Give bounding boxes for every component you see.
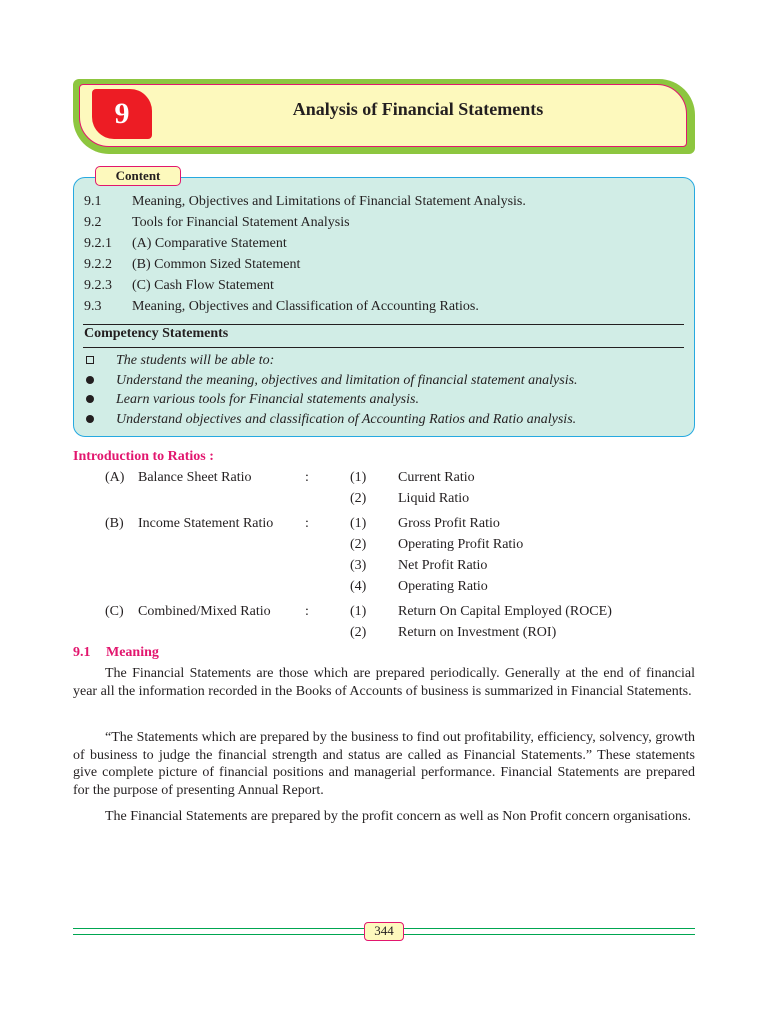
ratio-item-number: (2) — [350, 491, 367, 506]
ratio-item-number: (1) — [350, 604, 367, 619]
competency-text: Understand objectives and classification of Accounting Ratios and Ratio analysis. — [116, 412, 577, 427]
paragraph: “The Statements which are prepared by the business to find out profitability, efficiency, solvency, growth of business to judge the financial strength and status are called as Financial Statements.” These statements give complete picture of financial positions and managerial performance. Financial Statements are prepared for the purpose of presenting Annual Report. — [73, 730, 695, 798]
competency-text: Learn various tools for Financial statements analysis. — [116, 392, 419, 407]
bullet-icon — [86, 376, 94, 384]
ratio-item-number: (2) — [350, 625, 367, 640]
chapter-banner — [73, 79, 695, 154]
ratio-item-number: (1) — [350, 516, 367, 531]
toc-item — [84, 297, 479, 317]
toc-number: 9.2.1 — [84, 236, 112, 251]
content-tag: Content — [95, 166, 181, 186]
toc-number: 9.2.3 — [84, 278, 112, 293]
competency-item — [84, 351, 274, 371]
ratio-item-text: Liquid Ratio — [398, 491, 470, 506]
ratio-item-text: Current Ratio — [398, 470, 475, 485]
content-box — [73, 177, 695, 437]
toc-item — [84, 234, 287, 254]
toc-item — [84, 213, 350, 233]
ratio-item-text: Net Profit Ratio — [398, 558, 488, 573]
ratio-group-label: (B) — [105, 516, 124, 531]
intro-heading: Introduction to Ratios : — [73, 449, 214, 464]
ratio-group-name: Income Statement Ratio — [138, 516, 274, 531]
paragraph: The Financial Statements are those which are prepared periodically. Generally at the end of financial year all the information recorded in the Books of Accounts of business is summarized in Financial Statements. — [73, 666, 695, 699]
section-number: 9.1 — [73, 645, 91, 660]
toc-text: Meaning, Objectives and Classification of Accounting Ratios. — [132, 299, 479, 314]
paragraph: The Financial Statements are prepared by the profit concern as well as Non Profit concern organisations. — [105, 809, 691, 824]
ratio-group-name: Combined/Mixed Ratio — [138, 604, 271, 619]
competency-text: Understand the meaning, objectives and limitation of financial statement analysis. — [116, 373, 578, 388]
toc-text: Meaning, Objectives and Limitations of Financial Statement Analysis. — [132, 194, 526, 209]
ratio-group-label: (C) — [105, 604, 124, 619]
chapter-number: 9 — [92, 89, 152, 139]
ratio-item-text: Gross Profit Ratio — [398, 516, 500, 531]
ratio-separator: : — [305, 604, 309, 619]
competency-item — [84, 390, 419, 410]
ratio-item-number: (1) — [350, 470, 367, 485]
bullet-icon — [86, 395, 94, 403]
ratio-item-text: Return on Investment (ROI) — [398, 625, 557, 640]
toc-number: 9.2.2 — [84, 257, 112, 272]
toc-item — [84, 255, 300, 275]
competency-item — [84, 371, 578, 391]
ratio-item-number: (4) — [350, 579, 367, 594]
divider — [83, 324, 684, 325]
ratio-separator: : — [305, 470, 309, 485]
ratio-item-text: Return On Capital Employed (ROCE) — [398, 604, 612, 619]
toc-text: Tools for Financial Statement Analysis — [132, 215, 350, 230]
toc-number: 9.2 — [84, 215, 102, 230]
divider — [83, 347, 684, 348]
chapter-title: Analysis of Financial Statements — [292, 99, 544, 119]
page-number: 344 — [364, 922, 404, 941]
bullet-icon — [86, 415, 94, 423]
ratio-group-name: Balance Sheet Ratio — [138, 470, 252, 485]
competency-item — [84, 410, 576, 430]
ratio-item-number: (2) — [350, 537, 367, 552]
competency-heading: Competency Statements — [84, 326, 229, 341]
ratio-separator: : — [305, 516, 309, 531]
toc-text: (C) Cash Flow Statement — [132, 278, 274, 293]
toc-text: (B) Common Sized Statement — [132, 257, 301, 272]
toc-number: 9.1 — [84, 194, 102, 209]
chapter-banner-inner — [79, 84, 687, 147]
ratio-item-text: Operating Profit Ratio — [398, 537, 524, 552]
section-heading: Meaning — [106, 645, 159, 660]
toc-item — [84, 276, 274, 296]
ratio-group-label: (A) — [105, 470, 125, 485]
competency-text: The students will be able to: — [116, 353, 275, 368]
checkbox-bullet-icon — [86, 356, 94, 364]
toc-item — [84, 192, 526, 212]
ratio-item-text: Operating Ratio — [398, 579, 488, 594]
toc-text: (A) Comparative Statement — [132, 236, 287, 251]
ratio-item-number: (3) — [350, 558, 367, 573]
toc-number: 9.3 — [84, 299, 102, 314]
